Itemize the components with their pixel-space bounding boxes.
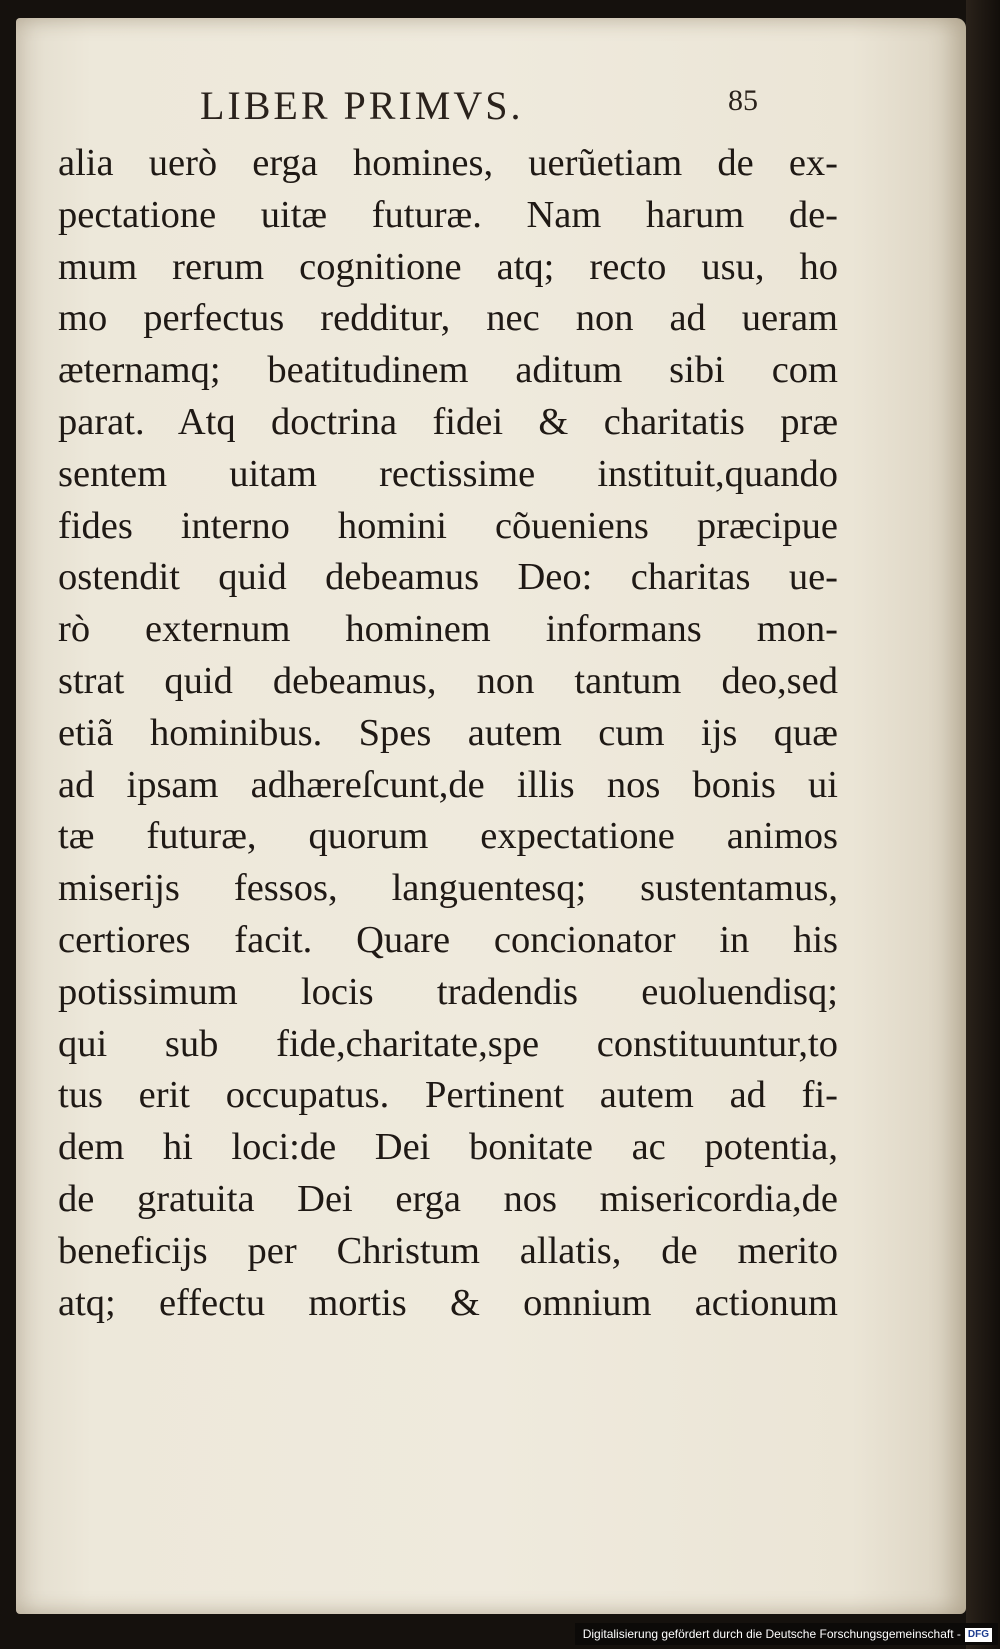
text-line: strat quid debeamus, non tantum deo,sed [58,659,838,702]
digitization-credit [575,1623,998,1645]
text-line: atq; effectu mortis & omnium actionum [58,1281,838,1324]
dfg-logo: DFG [965,1628,992,1642]
text-line: mum rerum cognitione atq; recto usu, ho [58,245,838,288]
text-line: ostendit quid debeamus Deo: charitas ue- [58,556,838,599]
text-line: sentem uitam rectissime instituit,quando [58,452,838,495]
text-line: pectatione uitæ futuræ. Nam harum de- [58,193,838,236]
running-head: LIBER PRIMVS. [200,83,524,128]
page-header [200,82,760,132]
text-line: potissimum locis tradendis euoluendisq; [58,970,838,1013]
book-spine-shadow [966,0,1000,1649]
text-line: miserijs fessos, languentesq; sustentamus, [58,867,838,910]
text-line: parat. Atq doctrina fidei & charitatis præ [58,400,838,443]
text-line: tus erit occupatus. Pertinent autem ad fi- [58,1074,838,1117]
text-line: qui sub fide,charitate,spe constituuntur,to [58,1022,838,1065]
credit-text: Digitalisierung gefördert durch die Deutsche Forschungsgemeinschaft - [582,1627,961,1641]
text-line: tæ futuræ, quorum expectatione animos [58,815,838,858]
text-line: certiores facit. Quare concionator in his [58,918,838,961]
text-line: fides interno homini cõueniens præcipue [58,504,838,547]
text-line: rò externum hominem informans mon- [58,608,838,651]
text-line: mo perfectus redditur, nec non ad ueram [58,297,838,340]
folio-number: 85 [728,84,758,117]
text-line: alia uerò erga homines, uerũetiam de ex- [58,142,838,184]
text-line: ad ipsam adhæreſcunt,de illis nos bonis ui [58,763,838,806]
text-line: dem hi loci:de Dei bonitate ac potentia, [58,1126,838,1169]
body-text [58,138,838,1329]
text-line: æternamq; beatitudinem aditum sibi com [58,349,838,392]
text-line: etiã hominibus. Spes autem cum ijs quæ [58,711,838,754]
text-line: beneficijs per Christum allatis, de merito [58,1229,838,1272]
text-line: de gratuita Dei erga nos misericordia,de [58,1177,838,1220]
